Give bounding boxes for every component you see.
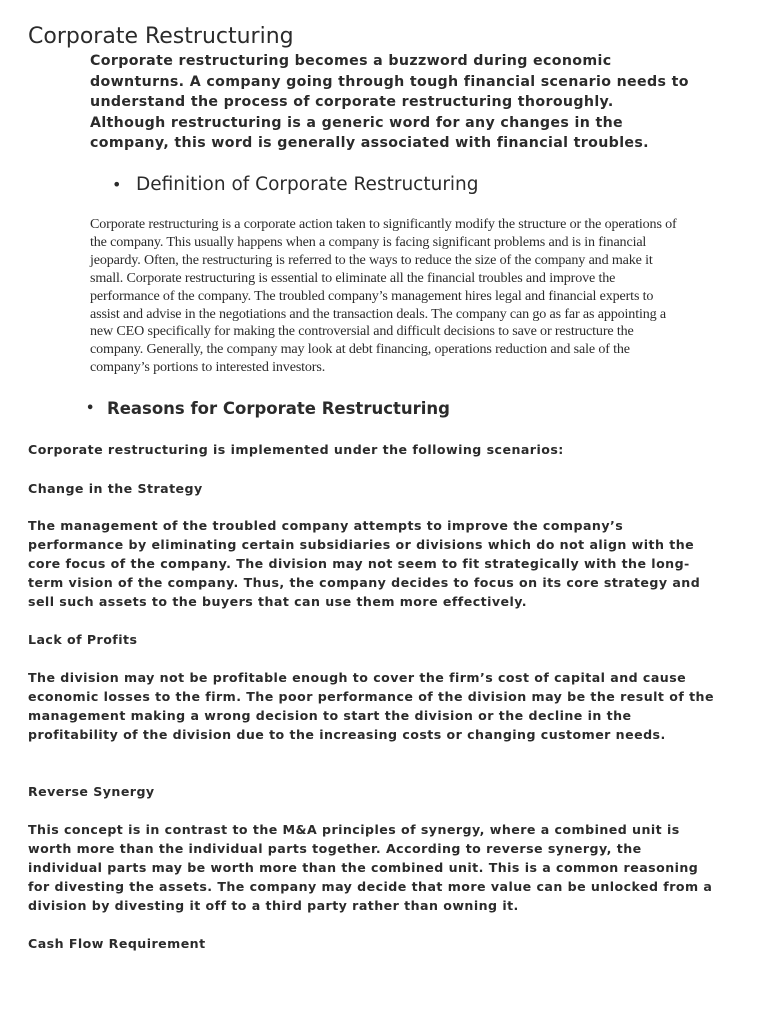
reasons-heading xyxy=(86,397,450,421)
cashflow-heading: Cash Flow Requirement xyxy=(28,936,206,951)
intro-paragraph: Corporate restructuring becomes a buzzword during economic downturns. A company going through tough financial scenario needs to understand the process of corporate restructuring thoroughly. Although restructuring is a generic word for any changes in the company, this word is generally associated with financial troubles. xyxy=(90,53,689,152)
definition-paragraph: Corporate restructuring is a corporate action taken to significantly modify the structure or the operations of the company. This usually happens when a company is facing significant problems and is in financial jeopardy. Often, the restructuring is referred to the ways to reduce the size of the company and make it small. Corporate restructuring is essential to eliminate all the financial troubles and improve the performance of the company. The troubled company’s management hires legal and financial experts to assist and advise in the negotiations and the transaction deals. The company can go as far as appointing a new CEO specifically for making the controversial and difficult decisions to save or restructure the company. Generally, the company may look at debt financing, operations reduction and sale of the company’s portions to interested investors. xyxy=(90,216,677,376)
synergy-heading: Reverse Synergy xyxy=(28,784,155,799)
bullet-icon: • xyxy=(86,401,95,416)
profits-paragraph: The division may not be profitable enough to cover the firm’s cost of capital and cause economic losses to the firm. The poor performance of the division may be the result of the management making a wrong decision to start the division or the decline in the profitability of the division due to the increasing costs or changing customer needs. xyxy=(28,670,714,742)
document-title: Corporate Restructuring xyxy=(28,24,294,49)
reasons-intro: Corporate restructuring is implemented under the following scenarios: xyxy=(28,442,564,457)
strategy-heading: Change in the Strategy xyxy=(28,481,203,496)
synergy-paragraph: This concept is in contrast to the M&A principles of synergy, where a combined unit is worth more than the individual parts together. According to reverse synergy, the individual parts may be worth more than the combined unit. This is a common reasoning for divesting the assets. The company may decide that more value can be unlocked from a division by divesting it off to a third party rather than owning it. xyxy=(28,822,713,913)
bullet-icon: • xyxy=(112,175,122,194)
strategy-paragraph: The management of the troubled company attempts to improve the company’s performance by eliminating certain subsidiaries or divisions which do not align with the core focus of the company. The division may not seem to fit strategically with the long-term vision of the company. Thus, the company decides to focus on its core strategy and sell such assets to the buyers that can use them more effectively. xyxy=(28,518,701,609)
profits-heading: Lack of Profits xyxy=(28,632,138,647)
definition-heading-text: Definition of Corporate Restructuring xyxy=(136,174,479,195)
reasons-heading-text: Reasons for Corporate Restructuring xyxy=(107,399,450,418)
definition-heading xyxy=(112,172,479,198)
